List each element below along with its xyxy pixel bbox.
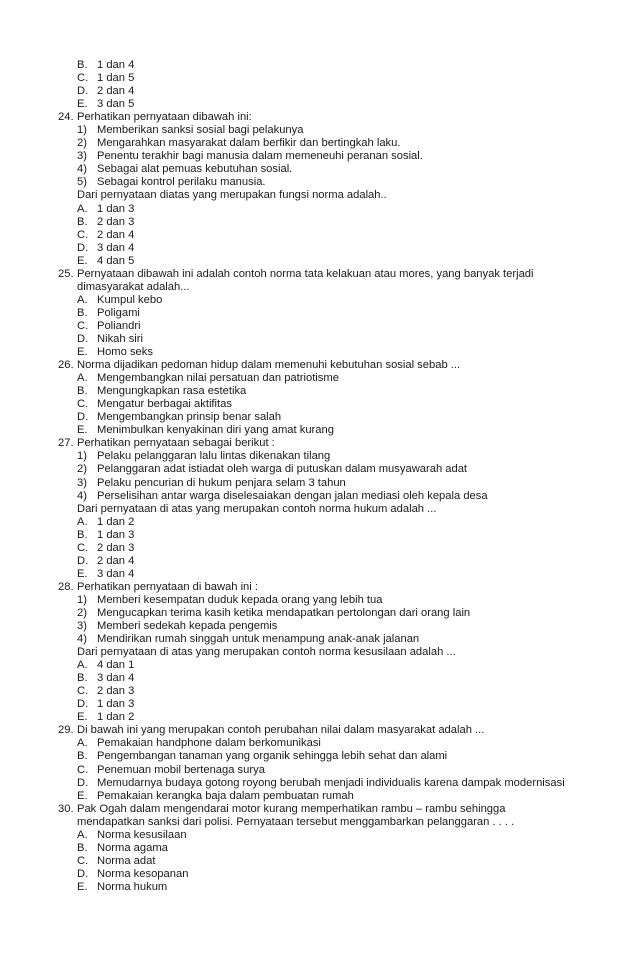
question-text: Pak Ogah dalam mengendarai motor kurang memperhatikan rambu – rambu sehingga: [77, 802, 506, 815]
option-text: 2 dan 3: [97, 541, 135, 554]
question-continuation: [0, 503, 639, 516]
answer-option: [0, 398, 639, 411]
option-text: Norma adat: [97, 854, 156, 867]
option-label: B.: [77, 841, 88, 854]
option-text: 3 dan 4: [97, 672, 135, 685]
option-label: D.: [77, 332, 89, 345]
answer-option: [0, 568, 639, 581]
option-text: 1 dan 3: [97, 528, 135, 541]
option-label: C.: [77, 854, 89, 867]
option-label: B.: [77, 672, 88, 685]
option-label: C.: [77, 72, 89, 85]
option-text: 1 dan 5: [97, 72, 135, 85]
option-label: A.: [77, 659, 88, 672]
option-text: 3 dan 5: [97, 98, 135, 111]
answer-option: [0, 98, 639, 111]
option-label: D.: [77, 776, 89, 789]
answer-option: [0, 777, 639, 790]
option-text: Sebagai alat pemuas kebutuhan sosial.: [97, 163, 293, 176]
answer-option: [0, 255, 639, 268]
answer-option: [0, 868, 639, 881]
option-text: 2 dan 4: [97, 554, 135, 567]
option-label: E.: [77, 424, 88, 437]
option-text: Kumpul kebo: [97, 293, 163, 306]
answer-option: [0, 450, 639, 463]
option-label: 1): [77, 593, 87, 606]
option-label: C.: [77, 319, 89, 332]
question-text: Pernyataan dibawah ini adalah contoh norma tata kelakuan atau mores, yang banyak terjadi: [77, 267, 534, 280]
answer-option: [0, 842, 639, 855]
option-label: B.: [77, 59, 88, 71]
question-continuation: [0, 816, 639, 829]
option-label: D.: [77, 698, 89, 711]
answer-option: [0, 346, 639, 359]
option-label: A.: [77, 202, 88, 215]
question-text: Perhatikan pernyataan dibawah ini:: [77, 111, 252, 124]
option-text: Homo seks: [97, 346, 153, 359]
option-label: E.: [77, 346, 88, 359]
answer-option: [0, 385, 639, 398]
continuation-text: dimasyarakat adalah...: [77, 280, 190, 293]
option-label: 5): [77, 176, 87, 189]
option-text: Penemuan mobil bertenaga surya: [97, 763, 265, 776]
question-number: 25.: [58, 267, 74, 280]
answer-option: [0, 203, 639, 216]
option-text: 1 dan 2: [97, 515, 135, 528]
answer-option: [0, 463, 639, 476]
answer-option: [0, 229, 639, 242]
option-label: 1): [77, 124, 87, 137]
option-text: Memudarnya budaya gotong royong berubah menjadi individualis karena dampak modernisasi: [97, 776, 565, 789]
option-text: 3 dan 4: [97, 567, 135, 580]
option-label: C.: [77, 228, 89, 241]
option-label: 3): [77, 150, 87, 163]
answer-option: [0, 829, 639, 842]
option-label: B.: [77, 528, 88, 541]
question-number: 24.: [58, 111, 74, 124]
option-text: Mengucapkan terima kasih ketika mendapatkan pertolongan dari orang lain: [97, 606, 471, 619]
option-label: A.: [77, 293, 88, 306]
answer-option: [0, 685, 639, 698]
option-text: 1 dan 2: [97, 711, 135, 724]
option-text: Poliandri: [97, 319, 141, 332]
option-text: Mengungkapkan rasa estetika: [97, 385, 247, 398]
option-text: Pengembangan tanaman yang organik sehingga lebih sehat dan alami: [97, 750, 448, 763]
option-label: E.: [77, 254, 88, 267]
option-text: Menimbulkan kenyakinan diri yang amat kurang: [97, 424, 334, 437]
answer-option: [0, 333, 639, 346]
option-label: B.: [77, 215, 88, 228]
option-text: Mendirikan rumah singgah untuk menampung anak-anak jalanan: [97, 633, 420, 646]
option-label: 2): [77, 137, 87, 150]
answer-option: [0, 881, 639, 894]
question-stem: [0, 111, 639, 124]
option-label: E.: [77, 567, 88, 580]
question-continuation: [0, 646, 639, 659]
option-label: E.: [77, 880, 88, 893]
answer-option: [0, 372, 639, 385]
question-number: 27.: [58, 437, 74, 450]
answer-option: [0, 529, 639, 542]
answer-option: [0, 516, 639, 529]
question-continuation: [0, 281, 639, 294]
option-text: Mengembangkan nilai persatuan dan patriotisme: [97, 372, 339, 385]
answer-option: [0, 698, 639, 711]
answer-option: [0, 607, 639, 620]
question-text: Di bawah ini yang merupakan contoh perubahan nilai dalam masyarakat adalah ...: [77, 724, 485, 737]
option-text: Nikah siri: [97, 332, 144, 345]
answer-option: [0, 242, 639, 255]
option-text: Pemakaian handphone dalam berkomunikasi: [97, 737, 321, 750]
question-number: 30.: [58, 802, 74, 815]
option-label: D.: [77, 411, 89, 424]
answer-option: [0, 163, 639, 176]
option-label: C.: [77, 398, 89, 411]
option-text: Pemakaian kerangka baja dalam pembuatan rumah: [97, 789, 354, 802]
option-text: Norma kesusilaan: [97, 828, 187, 841]
continuation-text: Dari pernyataan di atas yang merupakan contoh norma hukum adalah ...: [77, 502, 437, 515]
option-label: A.: [77, 737, 88, 750]
option-label: E.: [77, 711, 88, 724]
option-text: 4 dan 5: [97, 254, 135, 267]
option-text: 3 dan 4: [97, 241, 135, 254]
answer-option: [0, 737, 639, 750]
answer-option: [0, 633, 639, 646]
option-label: B.: [77, 385, 88, 398]
option-text: Penentu terakhir bagi manusia dalam memeneuhi peranan sosial.: [97, 150, 423, 163]
option-text: Memberi sedekah kepada pengemis: [97, 620, 278, 633]
option-label: 2): [77, 463, 87, 476]
option-text: Mengarahkan masyarakat dalam berfikir dan bertingkah laku.: [97, 137, 401, 150]
answer-option: [0, 711, 639, 724]
option-label: E.: [77, 98, 88, 111]
answer-option: [0, 176, 639, 189]
option-text: Norma hukum: [97, 880, 168, 893]
option-text: Norma kesopanan: [97, 867, 189, 880]
option-label: D.: [77, 867, 89, 880]
answer-option: [0, 672, 639, 685]
option-label: 4): [77, 163, 87, 176]
answer-option: [0, 477, 639, 490]
option-text: 1 dan 4: [97, 59, 135, 71]
answer-option: [0, 620, 639, 633]
option-text: Perselisihan antar warga diselesaiakan dengan jalan mediasi oleh kepala desa: [97, 489, 488, 502]
answer-option: [0, 59, 639, 72]
question-text: Perhatikan pernyataan sebagai berikut :: [77, 437, 275, 450]
question-text: Norma dijadikan pedoman hidup dalam memenuhi kebutuhan sosial sebab ...: [77, 359, 461, 372]
answer-option: [0, 594, 639, 607]
option-text: Pelaku pencurian di hukum penjara selam 3 tahun: [97, 476, 346, 489]
question-text: Perhatikan pernyataan di bawah ini :: [77, 580, 258, 593]
question-continuation: [0, 189, 639, 202]
answer-option: [0, 85, 639, 98]
option-text: Pelaku pelanggaran lalu lintas dikenakan tilang: [97, 450, 331, 463]
option-text: 1 dan 3: [97, 698, 135, 711]
answer-option: [0, 72, 639, 85]
answer-option: [0, 764, 639, 777]
option-label: D.: [77, 554, 89, 567]
question-stem: [0, 437, 639, 450]
continuation-text: mendapatkan sanksi dari polisi. Pernyataan tersebut menggambarkan pelanggaran . . . .: [77, 815, 515, 828]
answer-option: [0, 150, 639, 163]
continuation-text: Dari pernyataan di atas yang merupakan contoh norma kesusilaan adalah ...: [77, 646, 456, 659]
option-text: Pelanggaran adat istiadat oleh warga di putuskan dalam musyawarah adat: [97, 463, 468, 476]
option-label: C.: [77, 685, 89, 698]
question-number: 28.: [58, 580, 74, 593]
answer-option: [0, 659, 639, 672]
option-label: E.: [77, 789, 88, 802]
question-stem: [0, 359, 639, 372]
option-text: Memberikan sanksi sosial bagi pelakunya: [97, 124, 304, 137]
question-stem: [0, 803, 639, 816]
option-label: 4): [77, 633, 87, 646]
answer-option: [0, 124, 639, 137]
option-text: Poligami: [97, 306, 140, 319]
option-label: B.: [77, 750, 88, 763]
answer-option: [0, 137, 639, 150]
option-label: 3): [77, 476, 87, 489]
option-label: 3): [77, 620, 87, 633]
answer-option: [0, 320, 639, 333]
answer-option: [0, 411, 639, 424]
option-label: 2): [77, 606, 87, 619]
answer-option: [0, 855, 639, 868]
answer-option: [0, 750, 639, 763]
option-text: 2 dan 4: [97, 85, 135, 98]
answer-option: [0, 294, 639, 307]
option-text: Memberi kesempatan duduk kepada orang yang lebih tua: [97, 593, 383, 606]
option-label: D.: [77, 241, 89, 254]
option-label: C.: [77, 763, 89, 776]
option-label: A.: [77, 372, 88, 385]
question-number: 26.: [58, 359, 74, 372]
question-stem: [0, 581, 639, 594]
option-text: 4 dan 1: [97, 659, 135, 672]
option-text: 2 dan 3: [97, 215, 135, 228]
option-label: 4): [77, 489, 87, 502]
option-text: Mengatur berbagai aktifitas: [97, 398, 232, 411]
document-page: [0, 59, 639, 894]
option-label: C.: [77, 541, 89, 554]
option-label: D.: [77, 85, 89, 98]
continuation-text: Dari pernyataan diatas yang merupakan fungsi norma adalah..: [77, 189, 387, 202]
option-label: A.: [77, 828, 88, 841]
option-label: A.: [77, 515, 88, 528]
answer-option: [0, 424, 639, 437]
answer-option: [0, 307, 639, 320]
option-text: 1 dan 3: [97, 202, 135, 215]
option-text: Sebagai kontrol perilaku manusia.: [97, 176, 266, 189]
answer-option: [0, 542, 639, 555]
answer-option: [0, 790, 639, 803]
answer-option: [0, 216, 639, 229]
question-stem: [0, 268, 639, 281]
answer-option: [0, 490, 639, 503]
option-label: B.: [77, 306, 88, 319]
option-text: 2 dan 3: [97, 685, 135, 698]
option-text: Mengembangkan prinsip benar salah: [97, 411, 282, 424]
question-stem: [0, 724, 639, 737]
option-text: 2 dan 4: [97, 228, 135, 241]
option-text: Norma agama: [97, 841, 168, 854]
option-label: 1): [77, 450, 87, 463]
question-number: 29.: [58, 724, 74, 737]
answer-option: [0, 555, 639, 568]
